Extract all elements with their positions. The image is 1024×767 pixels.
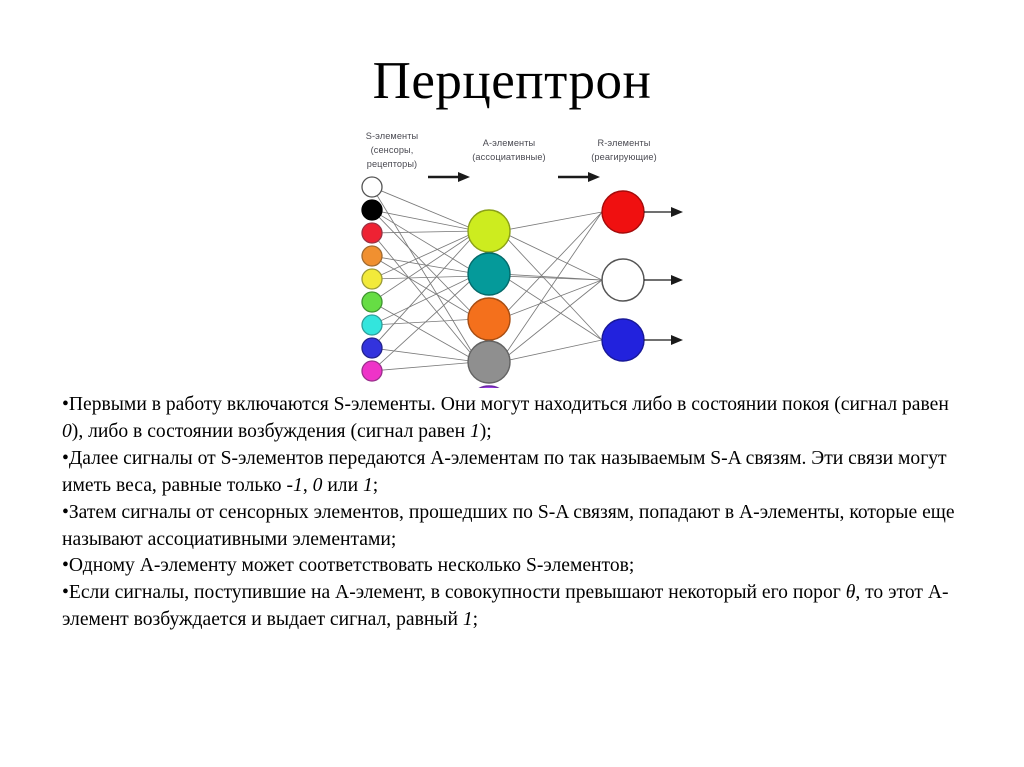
text-run: 0 [62,420,72,442]
r-element-node [602,191,644,233]
diagram-column-labels [366,131,657,169]
s-elements-group [362,177,382,381]
r-element-node [602,319,644,361]
a-elements-label-line1: A-элементы [482,138,536,148]
s-element-node [362,269,382,289]
a-element-node [468,341,510,383]
text-run: •Затем сигналы от сенсорных элементов, прошедших по S-A связям, попадают в A-элементы, которые еще называют ассоциативными элементами; [62,501,955,550]
text-run: -1 [286,474,303,496]
text-run: •Первыми в работу включаются S-элементы. Они могут находиться либо в состоянии покоя (сигнал равен [62,394,949,415]
text-run: •Если сигналы, поступившие на A-элемент, в совокупности превышают некоторый его порог [62,582,846,604]
text-run: , то этот A-элемент возбуждается и выдает сигнал, равный [62,582,949,631]
s-elements-label-line1: S-элементы [365,131,419,141]
bullet-item [62,392,967,446]
a-elements-group [468,210,510,388]
text-run: 1 [469,420,480,442]
perceptron-diagram [330,124,694,388]
text-run: •Одному A-элементу может соответствовать несколько S-элементов; [62,555,635,577]
text-run: 1 [462,609,473,631]
a-element-node [468,298,510,340]
text-run: , [302,474,313,496]
output-arrows [644,207,683,345]
a-element-node [468,210,510,252]
arrow-a-to-r [558,172,600,182]
output-arrow-r1 [644,207,683,217]
r-elements-label-line2: (реагирующие) [591,152,657,162]
bullet-item [62,446,967,500]
s-element-node [362,223,382,243]
text-run: •Далее сигналы от S-элементов передаются A-элементам по так называемым S-A связям. Эти связи могут иметь веса, равные только [62,447,947,496]
s-element-node [362,200,382,220]
text-run: ), либо в состоянии возбуждения (сигнал равен [71,420,470,442]
s-element-node [362,246,382,266]
a-element-node [468,253,510,295]
text-run: или [322,474,363,496]
page-title: Перцептрон [372,52,652,110]
output-arrow-r3 [644,335,683,345]
text-run: 0 [312,474,323,496]
s-elements-label-line2: (сенсоры, [370,145,414,155]
arrow-s-to-a [428,172,470,182]
bullet-item [62,580,967,634]
sa-connections [372,187,478,371]
r-element-node [602,259,644,301]
text-run: ; [472,609,479,631]
s-element-node [362,292,382,312]
a-element-node [468,386,510,388]
body-text-block [62,392,967,634]
text-run: ; [372,474,379,496]
r-elements-group [602,191,644,361]
r-elements-label-line1: R-элементы [597,138,651,148]
s-element-node [362,338,382,358]
text-run: ); [479,420,492,442]
s-element-node [362,177,382,197]
output-arrow-r2 [644,275,683,285]
s-element-node [362,361,382,381]
text-run: 1 [362,474,373,496]
bullet-item [62,553,967,580]
ar-connections [500,212,602,362]
a-elements-label-line2: (ассоциативные) [472,152,546,162]
text-run: θ [845,582,856,604]
bullet-item [62,500,967,554]
s-elements-label-line3: рецепторы) [366,159,418,169]
flow-arrows [428,172,600,182]
s-element-node [362,315,382,335]
